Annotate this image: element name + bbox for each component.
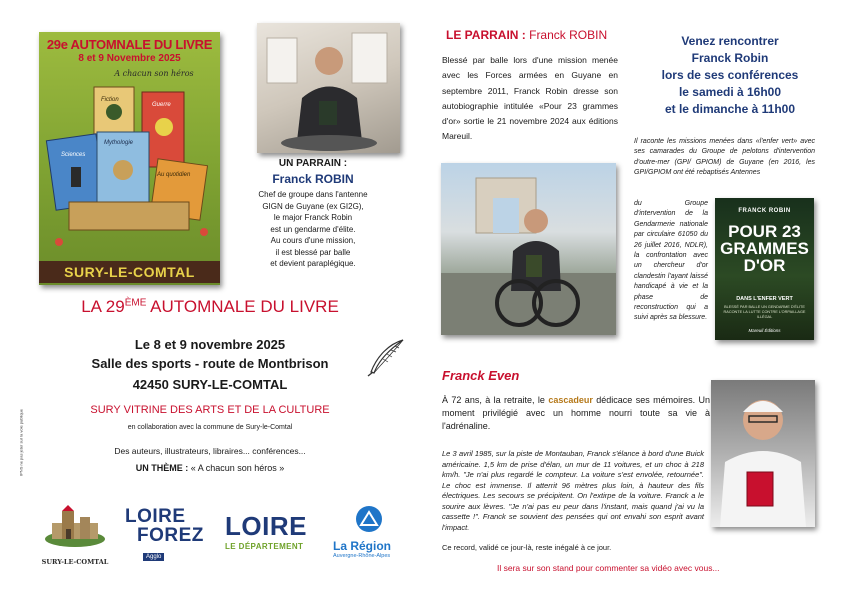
- parrain-line: GIGN de Guyane (ex GI2G),: [262, 201, 364, 211]
- even-intro-post: dédicace ses mémoires. Un moment privilégié avec un homme nourri toute sa vie à l'adrénaline.: [442, 395, 711, 431]
- audience-note: Des auteurs, illustrateurs, libraires... conférences...: [114, 446, 306, 456]
- parrain-heading: UN PARRAIN :: [278, 158, 348, 169]
- sury-logo-text: SURY-LE-COMTAL: [41, 558, 109, 566]
- theme-line: [30, 463, 390, 473]
- region-line-2: Auvergne-Rhône-Alpes: [333, 553, 391, 559]
- event-title-pre: LA 29: [81, 297, 125, 316]
- parrain-line: le major Franck Robin: [273, 213, 353, 222]
- books-illustration: [39, 82, 220, 257]
- parrain-line: Au cours d'une mission,: [270, 236, 356, 245]
- even-record: Ce record, validé ce jour-là, reste inégalé à ce jour.: [442, 543, 612, 552]
- event-venue: Salle des sports - route de Montbrison: [91, 356, 329, 371]
- parrain-line: il est blessé par balle: [275, 247, 351, 257]
- poster-dates: 8 et 9 Novembre 2025: [78, 53, 181, 64]
- meet-line: Venez rencontrer: [681, 34, 779, 48]
- parrain-line: et devient paraplégique.: [270, 259, 356, 268]
- event-city: 42450 SURY-LE-COMTAL: [132, 377, 288, 392]
- middle-heading-pre: LE PARRAIN :: [446, 28, 530, 42]
- castle-icon: [40, 505, 110, 549]
- poster-book-label-guerre: Guerre: [152, 102, 171, 108]
- region-mountain-icon: [355, 505, 383, 533]
- loire-forez-line-1: LOIRE: [125, 506, 186, 527]
- theme-value: « A chacun son héros »: [190, 463, 285, 473]
- poster-book-label-sciences: Sciences: [61, 152, 86, 158]
- event-title: [30, 297, 390, 317]
- theme-label: UN THÈME :: [135, 463, 191, 473]
- middle-paragraph: Blessé par balle lors d'une mission menée avec les Forces armées en Guyane en septembre 2011, Franck Robin dresse son autobiographie intitulée «Pour 23 grammes d'or» sortie le 21 novembre 2024 aux éditions Mareuil.: [442, 55, 618, 142]
- meet-block: [640, 33, 820, 118]
- book-title-3: D'OR: [743, 256, 786, 275]
- even-intro-pre: À 72 ans, à la retraite, le: [442, 395, 549, 405]
- parrain-line: Chef de groupe dans l'antenne: [258, 190, 368, 199]
- even-closing: Il sera sur son stand pour commenter sa vidéo avec vous...: [497, 563, 720, 573]
- book-cover: [715, 198, 814, 340]
- book-title-1: POUR 23: [728, 222, 801, 241]
- franck-even-photo: [711, 380, 815, 527]
- quill-pen-icon: [365, 338, 407, 378]
- poster-book-label-fiction: Fiction: [101, 97, 119, 103]
- missions-text-side: du Groupe d'intervention de la Gendarmerie nationale par circulaire 61050 du 26 juillet 2016, NDLR), la confrontation avec un chercheur d'or clandestin l'ayant laissé handicapé à vie et la phase de reconstruction qui a suivi après sa blessure.: [634, 200, 708, 322]
- middle-heading: [446, 28, 636, 42]
- loire-dept-line-1: LOIRE: [225, 511, 307, 541]
- book-title-2: GRAMMES: [720, 239, 809, 258]
- loire-departement-logo: [225, 512, 320, 558]
- even-intro-highlight: cascadeur: [548, 395, 593, 405]
- book-subtitle: DANS L'ENFER VERT: [736, 296, 793, 302]
- poster-title: 29e AUTOMNALE DU LIVRE: [46, 37, 213, 52]
- meet-line: Franck Robin: [691, 51, 769, 65]
- book-blurb: BLESSÉ PAR BALLE UN GENDARME D'ÉLITE RACONTE LA LUTTE CONTRE L'ORPAILLAGE ILLÉGAL: [723, 305, 806, 319]
- festival-poster: [39, 32, 220, 285]
- parrain-name: Franck ROBIN: [272, 172, 354, 186]
- parrain-description: [243, 189, 383, 270]
- meet-line: lors de ses conférences: [661, 68, 799, 82]
- loire-dept-line-2: LE DÉPARTEMENT: [225, 542, 304, 551]
- parrain-line: est un gendarme d'élite.: [270, 224, 356, 234]
- region-logo: [333, 505, 413, 565]
- region-line-1: La Région: [333, 539, 392, 553]
- sury-le-comtal-logo: [40, 505, 110, 565]
- loire-forez-line-3: Agglo: [143, 553, 164, 561]
- middle-heading-name: Franck ROBIN: [529, 28, 608, 42]
- even-story: Le 3 avril 1985, sur la piste de Montauban, Franck s'élance à bord d'une Buick américaine. 1,5 km de prise d'élan, un mur de 11 voitures, et un choc à 218 km/h. "Je n'ai plus regardé le compteur. La voiture s'est envolée, retournée". Le choc est immense. Il atterrit 96 mètres plus loin, à hauteur des fils électriques. Les secours se précipitent. On l'extirpe de la voiture. Franck a le sourire aux lèvres. "Je n'ai pas eu peur dans l'instant, mais quand j'ai vu la cassette !". Franck se souvient des pensées qui ont envahi son esprit avant l'impact.: [442, 449, 704, 532]
- meet-line: le samedi à 16h00: [678, 85, 782, 99]
- even-name: Franck Even: [442, 368, 520, 383]
- loire-forez-logo: [125, 507, 205, 563]
- event-dates: Le 8 et 9 novembre 2025: [134, 337, 286, 352]
- loire-forez-line-2: FOREZ: [137, 525, 204, 546]
- missions-text-top: Il raconte les missions menées dans «l'enfer vert» avec ses camarades du Groupe de pelotons d'intervention d'outre-mer (GPI/ GPIOM) de Guyane (en 2016, les GPI/GPIOM ont été rebaptisés Antennes: [634, 138, 815, 177]
- print-note: IPNS ne pas jeter sur la voie publique: [18, 409, 24, 476]
- event-title-post: AUTOMNALE DU LIVRE: [146, 297, 339, 316]
- book-author: FRANCK ROBIN: [738, 208, 791, 214]
- collaboration-note: en collaboration avec la commune de Sury-le-Comtal: [127, 424, 293, 431]
- poster-tagline: A chacun son héros: [114, 69, 194, 78]
- organizer: SURY VITRINE DES ARTS ET DE LA CULTURE: [90, 404, 330, 416]
- event-title-sup: ÈME: [124, 297, 147, 309]
- even-intro: [442, 394, 710, 433]
- franck-robin-portrait-photo: [257, 23, 400, 153]
- franck-robin-wheelchair-photo: [441, 163, 616, 335]
- meet-line: et le dimanche à 11h00: [664, 102, 796, 116]
- poster-book-label-quotidien: Au quotidien: [157, 172, 191, 178]
- poster-place: SURY-LE-COMTAL: [39, 261, 220, 283]
- poster-book-label-mythologie: Mythologie: [104, 140, 134, 146]
- book-publisher: Mareuil Éditions: [748, 328, 781, 333]
